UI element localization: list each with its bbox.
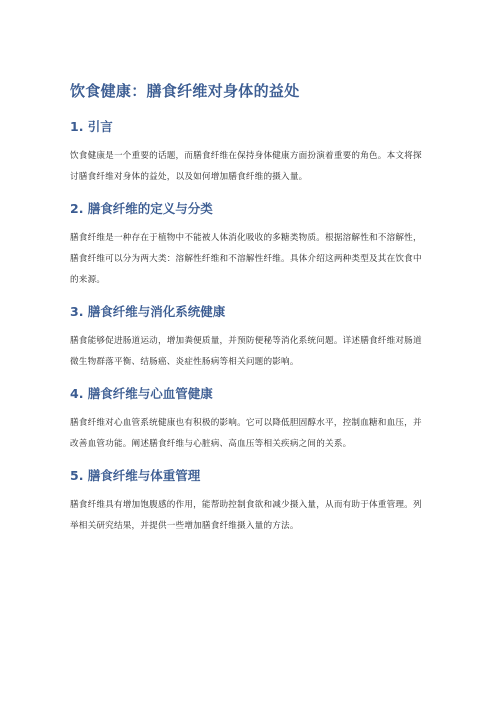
section-heading: 3. 膳食纤维与消化系统健康 [70,304,226,319]
section-definition-classification [70,200,430,291]
section-heading: 5. 膳食纤维与体重管理 [70,468,201,483]
title-block [70,80,430,110]
section-heading: 2. 膳食纤维的定义与分类 [70,201,213,216]
section-paragraph: 膳食纤维是一种存在于植物中不能被人体消化吸收的多糖类物质。根据溶解性和不溶解性，膳食纤维可以分为两大类：溶解性纤维和不溶解性纤维。具体介绍这两种类型及其在饮食中的来源。 [70,233,422,285]
section-cardiovascular-health [70,385,430,455]
section-heading: 1. 引言 [70,119,113,134]
section-paragraph: 饮食健康是一个重要的话题，而膳食纤维在保持身体健康方面扮演着重要的角色。本文将探讨膳食纤维对身体的益处，以及如何增加膳食纤维的摄入量。 [70,151,422,182]
section-digestive-health [70,303,430,373]
section-paragraph: 膳食能够促进肠道运动，增加粪便质量，并预防便秘等消化系统问题。详述膳食纤维对肠道微生物群落平衡、结肠癌、炎症性肠病等相关问题的影响。 [70,336,422,367]
document-title: 饮食健康：膳食纤维对身体的益处 [70,82,300,100]
section-heading: 4. 膳食纤维与心血管健康 [70,386,213,401]
section-paragraph: 膳食纤维具有增加饱腹感的作用，能帮助控制食欲和减少摄入量，从而有助于体重管理。列举相关研究结果，并提供一些增加膳食纤维摄入量的方法。 [70,500,422,531]
section-paragraph: 膳食纤维对心血管系统健康也有积极的影响。它可以降低胆固醇水平，控制血糖和血压，并改善血管功能。阐述膳食纤维与心脏病、高血压等相关疾病之间的关系。 [70,418,422,449]
section-introduction [70,118,430,188]
section-weight-management [70,467,430,537]
